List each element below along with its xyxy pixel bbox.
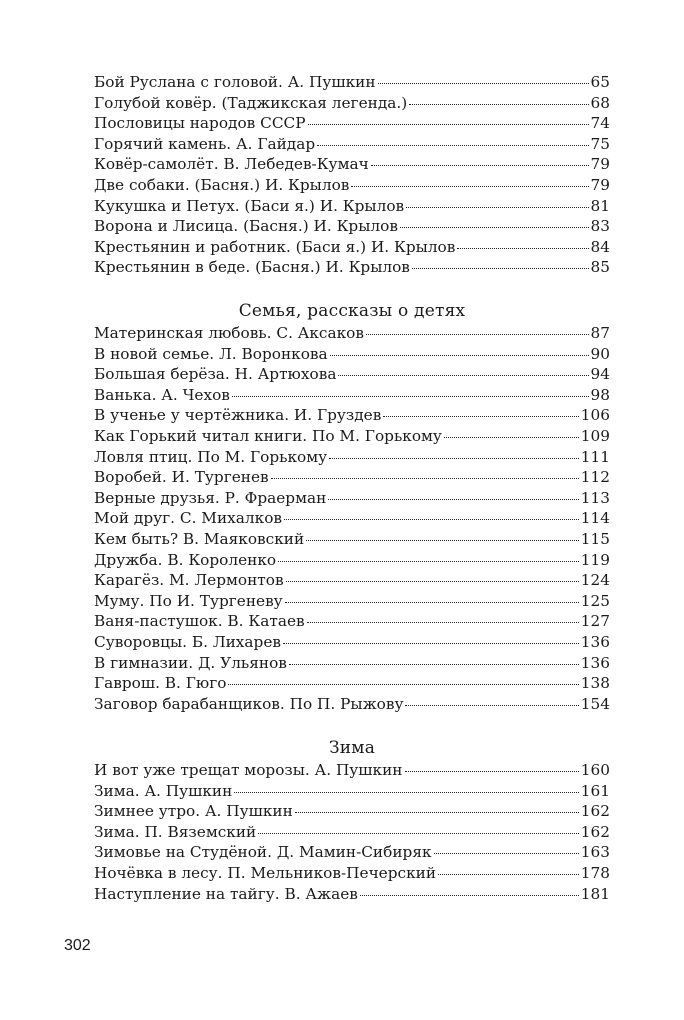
toc-entry-page: 109 [580,426,610,445]
dot-leader [330,354,589,356]
toc-entry-page: 114 [580,509,610,528]
toc-entry-title: Кукушка и Петух. (Баси я.) И. Крылов [94,196,405,215]
toc-entry [94,570,610,591]
toc-entry-title: Ванька. А. Чехов [94,385,230,404]
dot-leader [286,580,579,582]
dot-leader [232,395,589,397]
toc-entry-title: Воробей. И. Тургенев [94,468,269,487]
toc-entry-page: 85 [590,258,610,277]
dot-leader [307,621,579,623]
toc-entry [94,591,610,612]
toc-entry [94,653,610,674]
toc-section-winter [94,760,610,904]
toc-entry-title: И вот уже трещат морозы. А. Пушкин [94,761,403,779]
toc-entry-page: 178 [580,863,610,882]
toc-entry-title: Как Горький читал книги. По М. Горькому [94,426,442,445]
toc-entry-page: 136 [580,632,610,651]
section-heading-family: Семья, рассказы о детях [238,301,466,321]
dot-leader [278,560,579,562]
toc-entry-title: Карагёз. М. Лермонтов [94,571,284,590]
toc-entry-title: Горячий камень. А. Гайдар [94,134,316,153]
dot-leader [366,333,589,335]
toc-entry-title: Мой друг. С. Михалков [94,509,283,528]
dot-leader [234,791,579,793]
toc-entry-page: 106 [580,406,610,425]
dot-leader [283,642,579,644]
dot-leader [383,415,578,417]
toc-entry-page: 75 [590,134,610,153]
toc-entry-title: Суворовцы. Б. Лихарев [94,632,282,651]
toc-entry-title: В новой семье. Л. Воронкова [94,344,328,363]
toc-entry [94,257,610,278]
toc-entry-page: 136 [580,653,610,672]
toc-entry-title: Дружба. В. Короленко [94,550,277,569]
dot-leader [406,206,588,208]
dot-leader [338,374,588,376]
toc-entry-page: 163 [580,843,610,862]
dot-leader [317,144,588,146]
dot-leader [306,539,579,541]
toc-entry [94,134,610,155]
toc-entry [94,72,610,93]
toc-entry-title: Две собаки. (Басня.) И. Крылов [94,175,350,194]
toc-entry-page: 113 [580,488,610,507]
toc-entry-page: 65 [590,73,610,91]
dot-leader [360,894,579,896]
toc-entry-page: 162 [580,822,610,841]
dot-leader [329,457,579,459]
dot-leader [308,123,589,125]
toc-entry-title: Муму. По И. Тургеневу [94,591,283,610]
toc-entry-title: Материнская любовь. С. Аксаков [94,324,365,342]
toc-entry-page: 125 [580,591,610,610]
dot-leader [285,601,579,603]
toc-entry-title: Крестьянин и работник. (Баси я.) И. Крылов [94,237,456,256]
toc-entry [94,467,610,488]
toc-entry [94,344,610,365]
toc-entry [94,405,610,426]
dot-leader [434,852,579,854]
toc-entry-page: 111 [580,447,610,466]
toc-entry [94,611,610,632]
toc-entry-page: 154 [580,694,610,713]
dot-leader [405,704,578,706]
toc-entry-page: 79 [590,175,610,194]
toc-entry [94,447,610,468]
toc-entry [94,175,610,196]
toc-entry-page: 79 [590,155,610,174]
toc-entry [94,488,610,509]
toc-entry [94,529,610,550]
toc-entry-title: Ковёр-самолёт. В. Лебедев-Кумач [94,155,369,174]
toc-entry-title: Верные друзья. Р. Фраерман [94,488,327,507]
dot-leader [444,436,579,438]
toc-entry-page: 81 [590,196,610,215]
toc-entry [94,323,610,344]
toc-entry-title: Заговор барабанщиков. По П. Рыжову [94,694,404,713]
toc-entry-page: 115 [580,529,610,548]
toc-entry-title: Зимнее утро. А. Пушкин [94,802,293,821]
toc-entry-title: Гаврош. В. Гюго [94,674,227,693]
dot-leader [457,247,588,249]
toc-entry-title: Кем быть? В. Маяковский [94,529,305,548]
toc-entry [94,364,610,385]
toc-entry-title: Ночёвка в лесу. П. Мельников-Печерский [94,863,437,882]
toc-entry [94,550,610,571]
dot-leader [412,267,589,269]
toc-entry [94,781,610,802]
dot-leader [271,477,579,479]
toc-entry [94,760,610,781]
toc-entry-title: Крестьянин в беде. (Басня.) И. Крылов [94,258,410,277]
toc-entry-title: Ваня-пастушок. В. Катаев [94,612,305,631]
toc-entry-page: 162 [580,802,610,821]
toc-entry [94,508,610,529]
toc-entry [94,154,610,175]
dot-leader [405,770,579,772]
toc-entry-page: 87 [590,324,610,342]
dot-leader [284,518,579,520]
dot-leader [351,185,588,187]
dot-leader [258,832,579,834]
toc-entry-page: 90 [590,344,610,363]
toc-entry [94,216,610,237]
dot-leader [438,873,579,875]
page-number: 302 [64,937,91,954]
toc-entry [94,842,610,863]
toc-entry-page: 127 [580,612,610,631]
toc-entry-page: 83 [590,217,610,236]
toc-entry-page: 161 [580,781,610,800]
dot-leader [400,226,589,228]
dot-leader [378,82,589,84]
toc-entry-page: 119 [580,550,610,569]
toc-entry-page: 124 [580,571,610,590]
toc-entry [94,426,610,447]
toc-entry-title: Наступление на тайгу. В. Ажаев [94,884,358,903]
toc-entry [94,385,610,406]
toc-entry-page: 181 [580,884,610,903]
toc-entry-title: В ученье у чертёжника. И. Груздев [94,406,382,425]
toc-entry-page: 160 [580,761,610,779]
toc-entry [94,196,610,217]
toc-entry-title: Пословицы народов СССР [94,114,306,133]
toc-entry-title: Зима. А. Пушкин [94,781,233,800]
toc-entry-title: Бой Руслана с головой. А. Пушкин [94,73,376,91]
toc-entry-page: 68 [590,93,610,112]
dot-leader [295,811,579,813]
toc-section-family [94,323,610,714]
dot-leader [371,164,589,166]
toc-entry-page: 138 [580,674,610,693]
toc-entry [94,694,610,715]
toc-entry [94,863,610,884]
dot-leader [328,498,578,500]
dot-leader [228,683,578,685]
toc-entry [94,237,610,258]
toc-entry-title: Голубой ковёр. (Таджикская легенда.) [94,93,408,112]
toc-entry [94,822,610,843]
toc-entry-title: Зима. П. Вяземский [94,822,257,841]
toc-entry-page: 74 [590,114,610,133]
dot-leader [409,103,588,105]
toc-entry-title: Ловля птиц. По М. Горькому [94,447,328,466]
toc-entry-page: 112 [580,468,610,487]
toc-entry [94,93,610,114]
toc-entry-title: Ворона и Лисица. (Басня.) И. Крылов [94,217,398,236]
toc-entry-title: В гимназии. Д. Ульянов [94,653,287,672]
toc-entry [94,673,610,694]
section-heading-winter: Зима [328,738,376,758]
toc-entry-page: 94 [590,365,610,384]
toc-entry-page: 84 [590,237,610,256]
toc-section-continued [94,72,610,278]
toc-entry [94,801,610,822]
toc-entry [94,632,610,653]
toc-entry-title: Зимовье на Студёной. Д. Мамин-Сибиряк [94,843,432,862]
toc-entry-title: Большая берёза. Н. Артюхова [94,365,337,384]
toc-entry [94,884,610,905]
toc-entry [94,113,610,134]
dot-leader [289,663,579,665]
toc-entry-page: 98 [590,385,610,404]
